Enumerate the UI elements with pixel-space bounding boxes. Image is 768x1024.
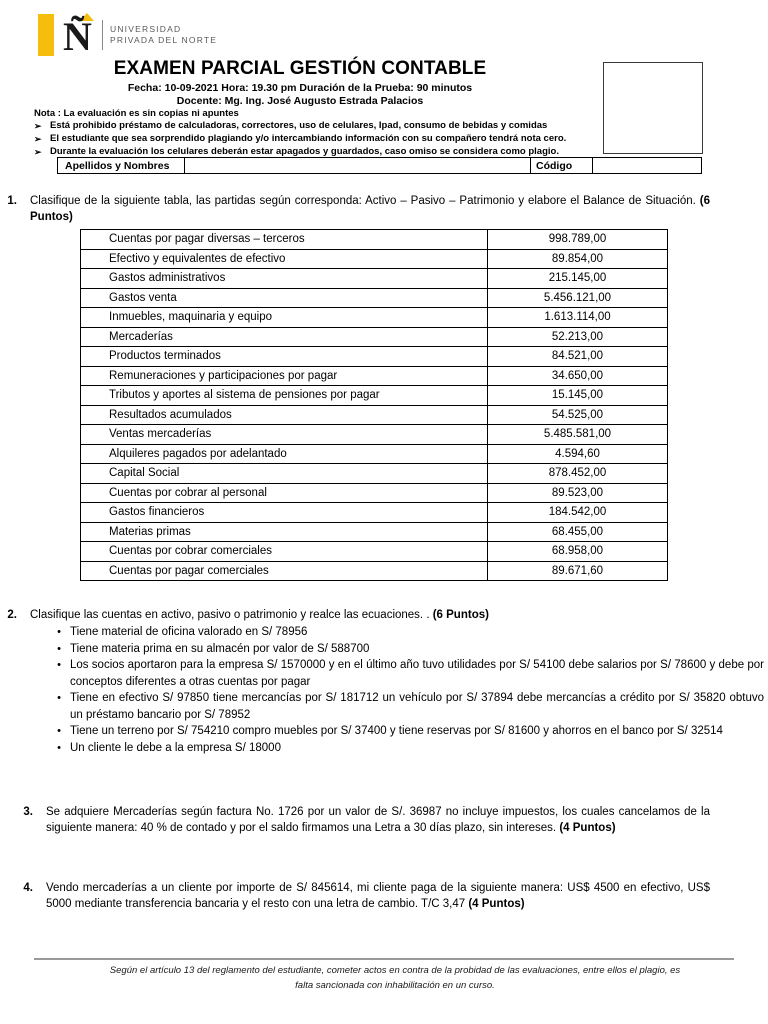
account-name-cell: Inmuebles, maquinaria y equipo: [81, 308, 488, 328]
account-name-cell: Productos terminados: [81, 347, 488, 367]
question-2-number: 2.: [7, 609, 17, 621]
table-row: [81, 522, 668, 542]
list-item: [48, 690, 768, 723]
account-name-cell: Cuentas por cobrar comerciales: [81, 542, 488, 562]
exam-rule-item: [34, 133, 594, 146]
account-name-cell: Gastos venta: [81, 288, 488, 308]
account-name-cell: Mercaderías: [81, 327, 488, 347]
footer-line-1: Según el artículo 13 del reglamento del estudiante, cometer actos en contra de la probidad de las evaluaciones, entre: [109, 965, 605, 976]
question-2-points: (6 Puntos): [432, 609, 489, 621]
table-row: [81, 444, 668, 464]
question-2-bullet-list: [48, 624, 768, 756]
account-amount-cell: 89.523,00: [488, 483, 668, 503]
table-row: [81, 503, 668, 523]
account-name-cell: Cuentas por cobrar al personal: [81, 483, 488, 503]
bullet-dot-icon: •: [57, 725, 61, 737]
arrow-bullet-icon: ➢: [34, 134, 42, 144]
account-name-cell: Cuentas por pagar diversas – terceros: [81, 230, 488, 250]
account-amount-cell: 5.485.581,00: [488, 425, 668, 445]
question-2-text: [30, 607, 768, 623]
question-4-text: [46, 880, 768, 912]
question-4-points: (4 Puntos): [468, 898, 525, 910]
exam-teacher: Docente: Mg. Ing. José Augusto Estrada Palacios: [176, 95, 424, 107]
account-name-cell: Efectivo y equivalentes de efectivo: [81, 249, 488, 269]
footer-disclaimer: [100, 963, 690, 993]
list-item-text: Los socios aportaron para la empresa S/ 1570000 y en el último año tuvo utilidades por S/ 54100 debe salarios por S/ 78600 y debe por conceptos diferentes a otras cuentas por pagar: [70, 659, 764, 688]
question-3-text: [46, 804, 768, 836]
table-row: [81, 308, 668, 328]
account-name-cell: Remuneraciones y participaciones por pagar: [81, 366, 488, 386]
account-name-cell: Ventas mercaderías: [81, 425, 488, 445]
question-2-statement: Clasifique las cuentas en activo, pasivo o patrimonio y realce las ecuaciones. .: [30, 609, 433, 621]
student-name-label: Apellidos y Nombres: [58, 158, 185, 173]
question-4-number: 4.: [23, 882, 33, 894]
list-item-text: Tiene material de oficina valorado en S/ 78956: [70, 626, 308, 638]
student-identity-row: [57, 157, 702, 174]
table-row: [81, 405, 668, 425]
footer-divider: [34, 958, 734, 960]
bullet-dot-icon: •: [57, 642, 61, 655]
accounts-table: [80, 229, 668, 581]
table-row: [81, 386, 668, 406]
score-box[interactable]: [603, 62, 703, 154]
question-1-text: [30, 193, 768, 225]
table-row: [81, 288, 668, 308]
table-row: [81, 327, 668, 347]
bullet-dot-icon: •: [57, 741, 61, 754]
account-amount-cell: 34.650,00: [488, 366, 668, 386]
list-item-text: Un cliente le debe a la empresa S/ 18000: [70, 741, 281, 754]
logo-wordmark: [110, 24, 217, 46]
logo-n-mark: [63, 13, 97, 57]
list-item: [48, 657, 768, 690]
account-amount-cell: 68.958,00: [488, 542, 668, 562]
account-amount-cell: 89.671,60: [488, 561, 668, 581]
account-name-cell: Tributos y aportes al sistema de pensiones por pagar: [81, 386, 488, 406]
list-item-text: Tiene un terreno por S/ 754210 compro muebles por S/ 37400 y tiene reservas por S/ 81600 y ahorros en el banco por S/ 32514: [70, 725, 723, 737]
question-3-number: 3.: [23, 806, 33, 818]
account-name-cell: Gastos administrativos: [81, 269, 488, 289]
account-amount-cell: 5.456.121,00: [488, 288, 668, 308]
account-name-cell: Materias primas: [81, 522, 488, 542]
question-1-points: (6 Puntos): [30, 195, 710, 223]
account-name-cell: Resultados acumulados: [81, 405, 488, 425]
student-name-field[interactable]: [185, 158, 531, 173]
question-1: [0, 193, 768, 225]
arrow-bullet-icon: ➢: [34, 121, 42, 131]
exam-rule-item: [34, 120, 594, 133]
accounts-table-body: [81, 230, 668, 581]
table-row: [81, 366, 668, 386]
account-name-cell: Alquileres pagados por adelantado: [81, 444, 488, 464]
question-3-points: (4 Puntos): [559, 822, 616, 834]
bullet-dot-icon: •: [57, 659, 61, 671]
exam-note: Nota : La evaluación es sin copias ni apuntes: [34, 108, 239, 119]
logo-wordmark-line1: UNIVERSIDAD: [110, 24, 182, 34]
account-amount-cell: 998.789,00: [488, 230, 668, 250]
question-1-statement: Clasifique de la siguiente tabla, las partidas según corresponda: Activo – Pasivo – Patrimonio y elabore el Balance de Situación.: [30, 195, 700, 207]
arrow-bullet-icon: ➢: [34, 147, 42, 157]
exam-rule-text: Está prohibido préstamo de calculadoras, correctores, uso de celulares, Ipad, consumo de bebidas y comidas: [50, 120, 548, 131]
exam-rules-list: [34, 120, 594, 159]
university-logo: [38, 12, 217, 58]
logo-letter: Ñ: [63, 14, 91, 59]
list-item-text: Tiene en efectivo S/ 97850 tiene mercancías por S/ 181712 un vehículo por S/ 37894 debe mercancías a crédito por S/ 35820 obtuvo un préstamo bancario por S/ 78952: [70, 692, 764, 721]
bullet-dot-icon: •: [57, 626, 61, 638]
list-item: [48, 723, 768, 740]
account-amount-cell: 4.594,60: [488, 444, 668, 464]
footer-line-2: ellos el plagio, es falta sancionada con inhabilitación en un curso.: [295, 965, 681, 991]
exam-rule-text: Durante la evaluación los celulares deberán estar apagados y guardados, caso omiso se considera como plagio.: [50, 146, 559, 157]
table-row: [81, 425, 668, 445]
question-2: [0, 607, 768, 756]
question-4: [0, 880, 768, 912]
table-row: [81, 542, 668, 562]
question-3: [0, 804, 768, 836]
list-item: [48, 624, 768, 641]
list-item: [48, 641, 768, 658]
student-code-label: Código: [531, 158, 593, 173]
table-row: [81, 269, 668, 289]
exam-schedule: Fecha: 10-09-2021 Hora: 19.30 pm Duración de la Prueba: 90 minutos: [127, 82, 473, 94]
question-3-statement: Se adquiere Mercaderías según factura No. 1726 por un valor de S/. 36987 no incluye impuestos, los cuales cancelamos de la siguiente manera: 40 % de contado y por el saldo firmamos una Letra a 30 días plazo, sin intereses.: [46, 806, 710, 834]
account-amount-cell: 68.455,00: [488, 522, 668, 542]
account-amount-cell: 52.213,00: [488, 327, 668, 347]
account-amount-cell: 15.145,00: [488, 386, 668, 406]
document-header: [0, 0, 768, 157]
account-amount-cell: 89.854,00: [488, 249, 668, 269]
logo-divider: [102, 20, 103, 50]
account-amount-cell: 54.525,00: [488, 405, 668, 425]
account-amount-cell: 84.521,00: [488, 347, 668, 367]
account-amount-cell: 1.613.114,00: [488, 308, 668, 328]
exam-rule-text: El estudiante que sea sorprendido plagiando y/o intercambiando información con su compañero tendrá nota cero.: [50, 133, 567, 144]
page-title: EXAMEN PARCIAL GESTIÓN CONTABLE: [113, 58, 487, 79]
account-amount-cell: 878.452,00: [488, 464, 668, 484]
account-amount-cell: 215.145,00: [488, 269, 668, 289]
table-row: [81, 249, 668, 269]
logo-wordmark-line2: PRIVADA DEL NORTE: [110, 35, 218, 45]
table-row: [81, 483, 668, 503]
list-item: [48, 740, 768, 757]
account-name-cell: Capital Social: [81, 464, 488, 484]
student-code-field[interactable]: [593, 158, 701, 173]
table-row: [81, 464, 668, 484]
question-4-statement: Vendo mercaderías a un cliente por importe de S/ 845614, mi cliente paga de la siguiente manera: US$ 4500 en efectivo, US$ 5000 mediante transferencia bancaria y el resto con una letra de cambio. T/C 3,47: [46, 882, 710, 910]
table-row: [81, 347, 668, 367]
question-1-number: 1.: [7, 195, 17, 207]
logo-yellow-bar-icon: [38, 14, 54, 56]
account-name-cell: Gastos financieros: [81, 503, 488, 523]
table-row: [81, 230, 668, 250]
bullet-dot-icon: •: [57, 692, 61, 704]
list-item-text: Tiene materia prima en su almacén por valor de S/ 588700: [70, 642, 370, 655]
account-amount-cell: 184.542,00: [488, 503, 668, 523]
table-row: [81, 561, 668, 581]
account-name-cell: Cuentas por pagar comerciales: [81, 561, 488, 581]
